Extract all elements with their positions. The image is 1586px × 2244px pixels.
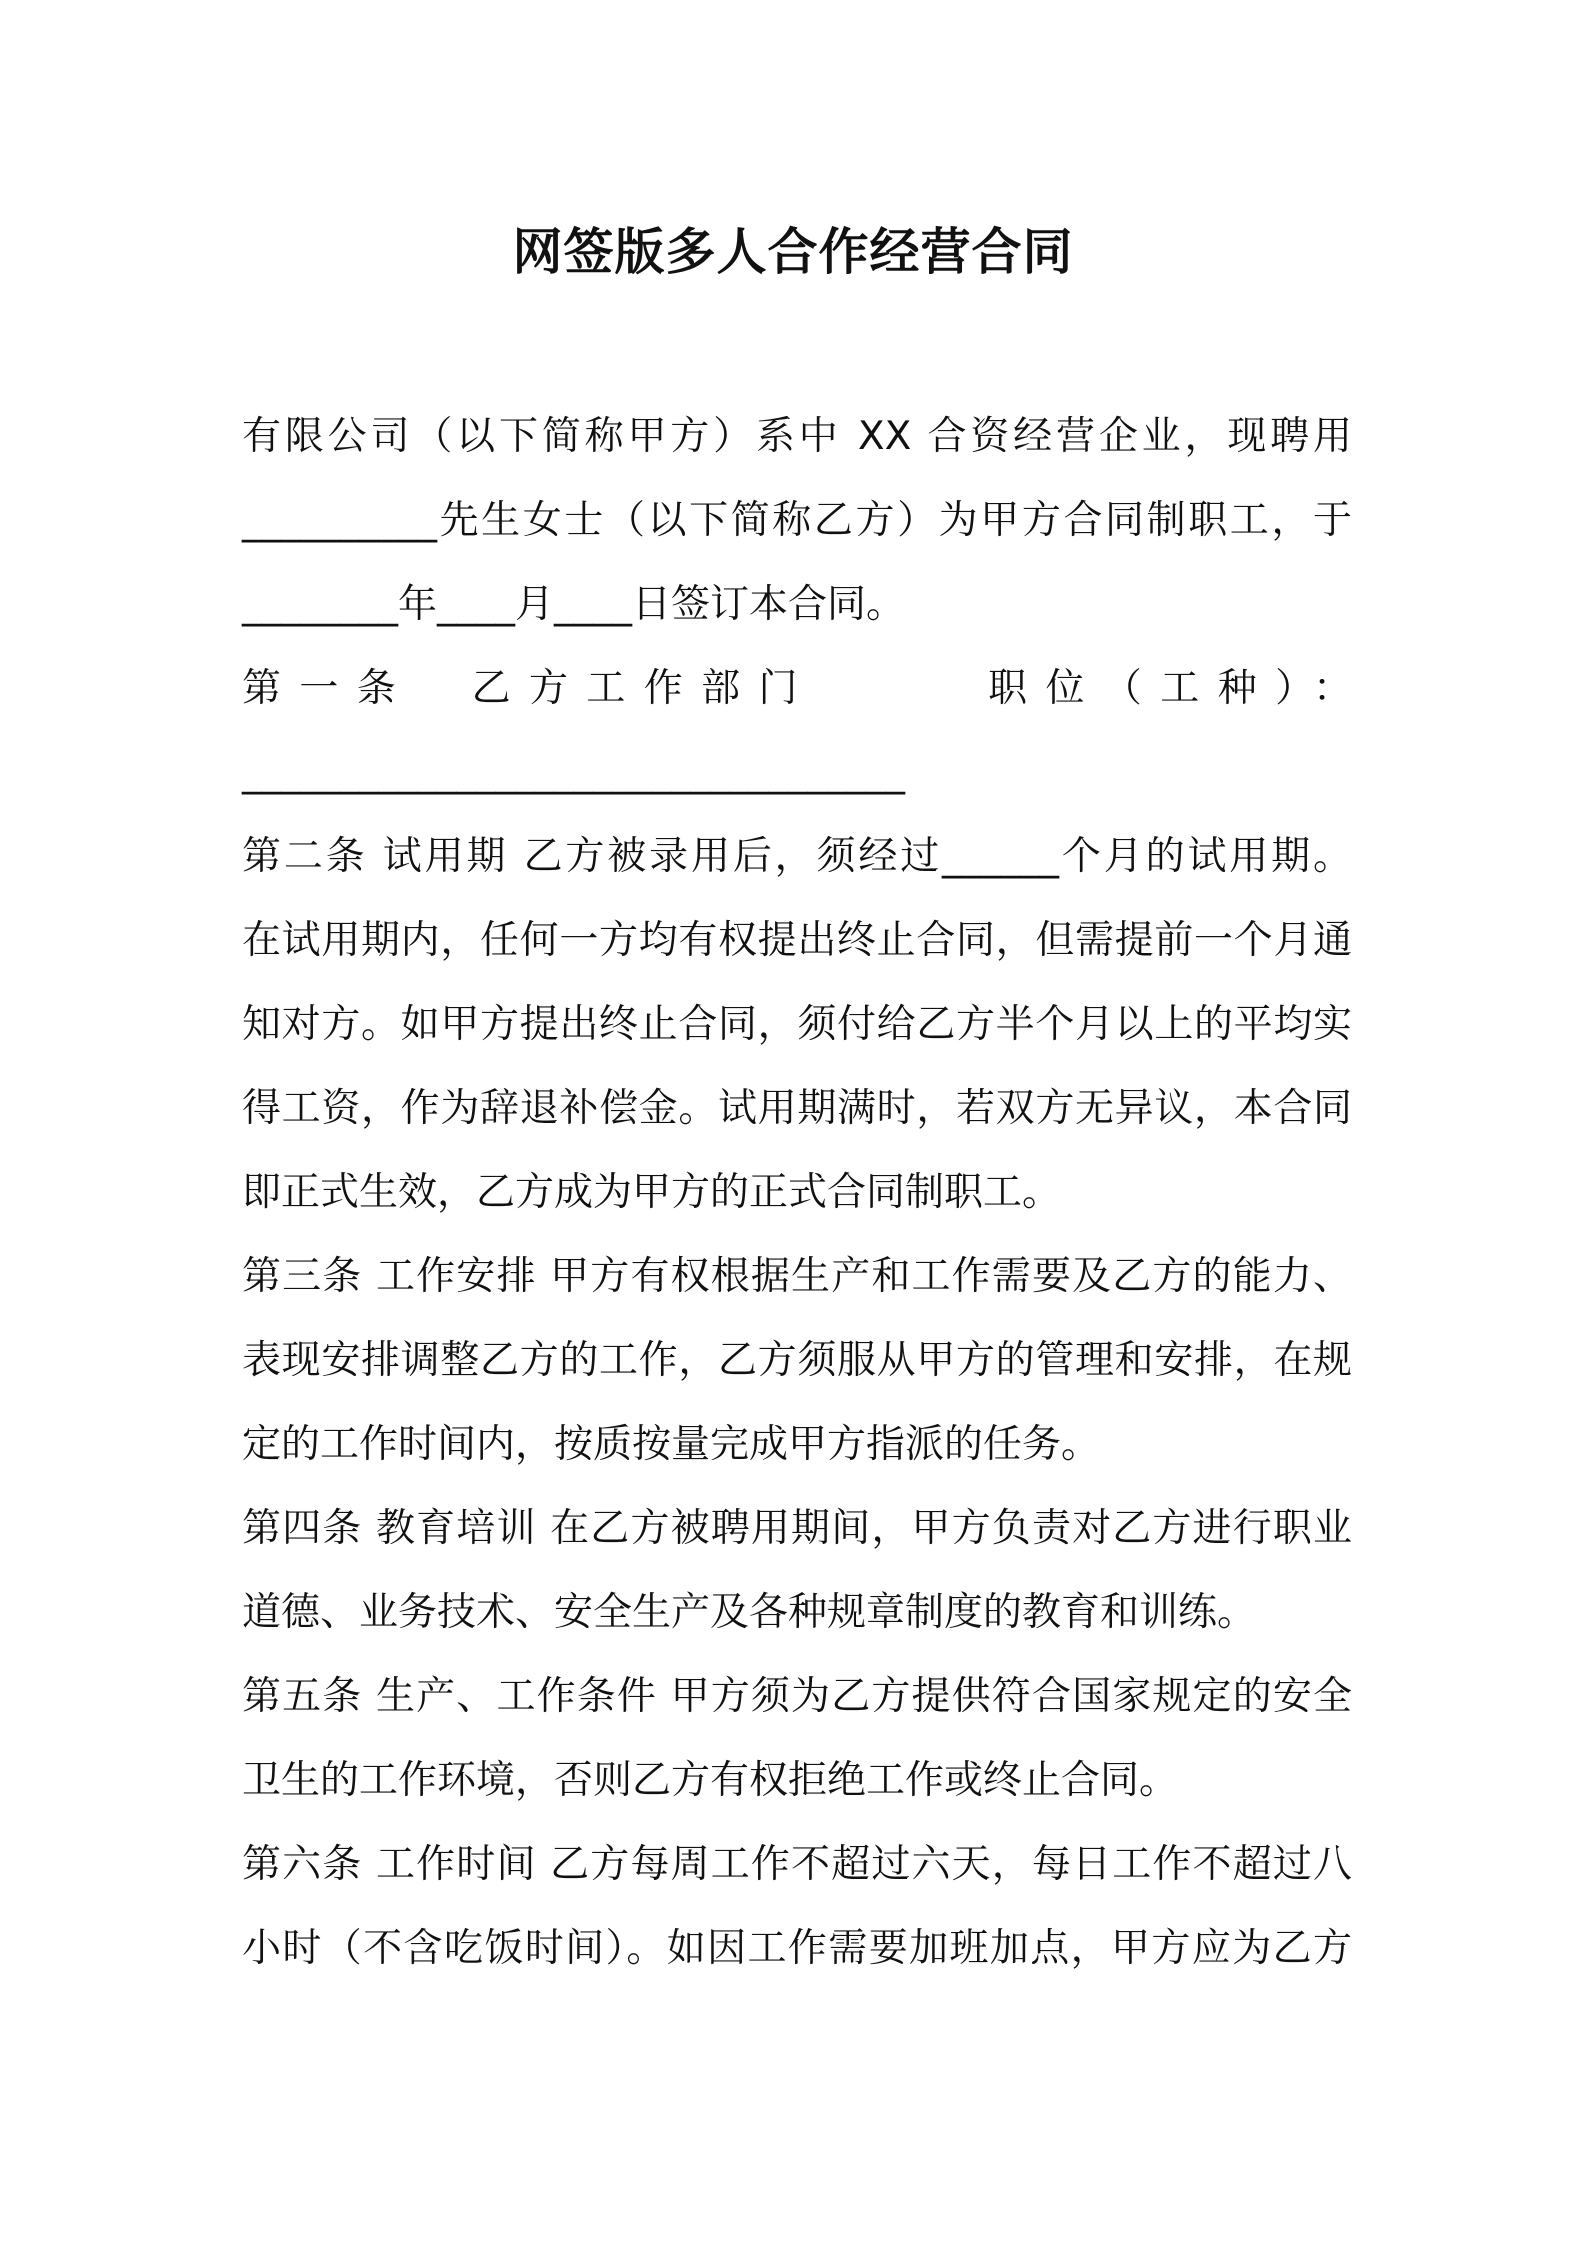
article-5-heading: 第五条 生产、工作条件 甲方须为乙方提供符合国家规定的安全: [242, 1674, 1352, 1719]
text-line: 得工资，作为辞退补偿金。试用期满时，若双方无异议，本合同: [242, 1086, 1352, 1131]
text-line: 知对方。如甲方提出终止合同，须付给乙方半个月以上的平均实: [242, 1002, 1352, 1047]
document-body: [242, 395, 1352, 1991]
text-line: ________年____月____日签订本合同。: [242, 582, 906, 627]
text-line: 即正式生效，乙方成为甲方的正式合同制职工。: [242, 1170, 1062, 1215]
text-line: 定的工作时间内，按质按量完成甲方指派的任务。: [242, 1422, 1101, 1467]
article-6-heading: 第六条 工作时间 乙方每周工作不超过六天，每日工作不超过八: [242, 1842, 1352, 1887]
document-title: 网签版多人合作经营合同: [512, 223, 1074, 281]
text-line: 表现安排调整乙方的工作，乙方须服从甲方的管理和安排，在规: [242, 1338, 1352, 1383]
text-line: 有限公司（以下简称甲方）系中 XX 合资经营企业，现聘用: [242, 414, 1352, 459]
article-3-heading: 第三条 工作安排 甲方有权根据生产和工作需要及乙方的能力、: [242, 1254, 1352, 1299]
article-1-heading: 第一条 乙方工作部门 职位（工种）：: [242, 666, 1352, 711]
text-line: __________先生女士（以下简称乙方）为甲方合同制职工，于: [242, 498, 1352, 543]
text-line: 卫生的工作环境，否则乙方有权拒绝工作或终止合同。: [242, 1758, 1179, 1803]
blank-underline: __________________________________: [242, 750, 905, 795]
text-line: 在试用期内，任何一方均有权提出终止合同，但需提前一个月通: [242, 918, 1352, 963]
article-2-heading: 第二条 试用期 乙方被录用后，须经过______个月的试用期。: [242, 834, 1352, 879]
article-4-heading: 第四条 教育培训 在乙方被聘用期间，甲方负责对乙方进行职业: [242, 1506, 1352, 1551]
text-line: 小时（不含吃饭时间）。如因工作需要加班加点，甲方应为乙方: [242, 1926, 1352, 1971]
text-line: 道德、业务技术、安全生产及各种规章制度的教育和训练。: [242, 1590, 1257, 1635]
